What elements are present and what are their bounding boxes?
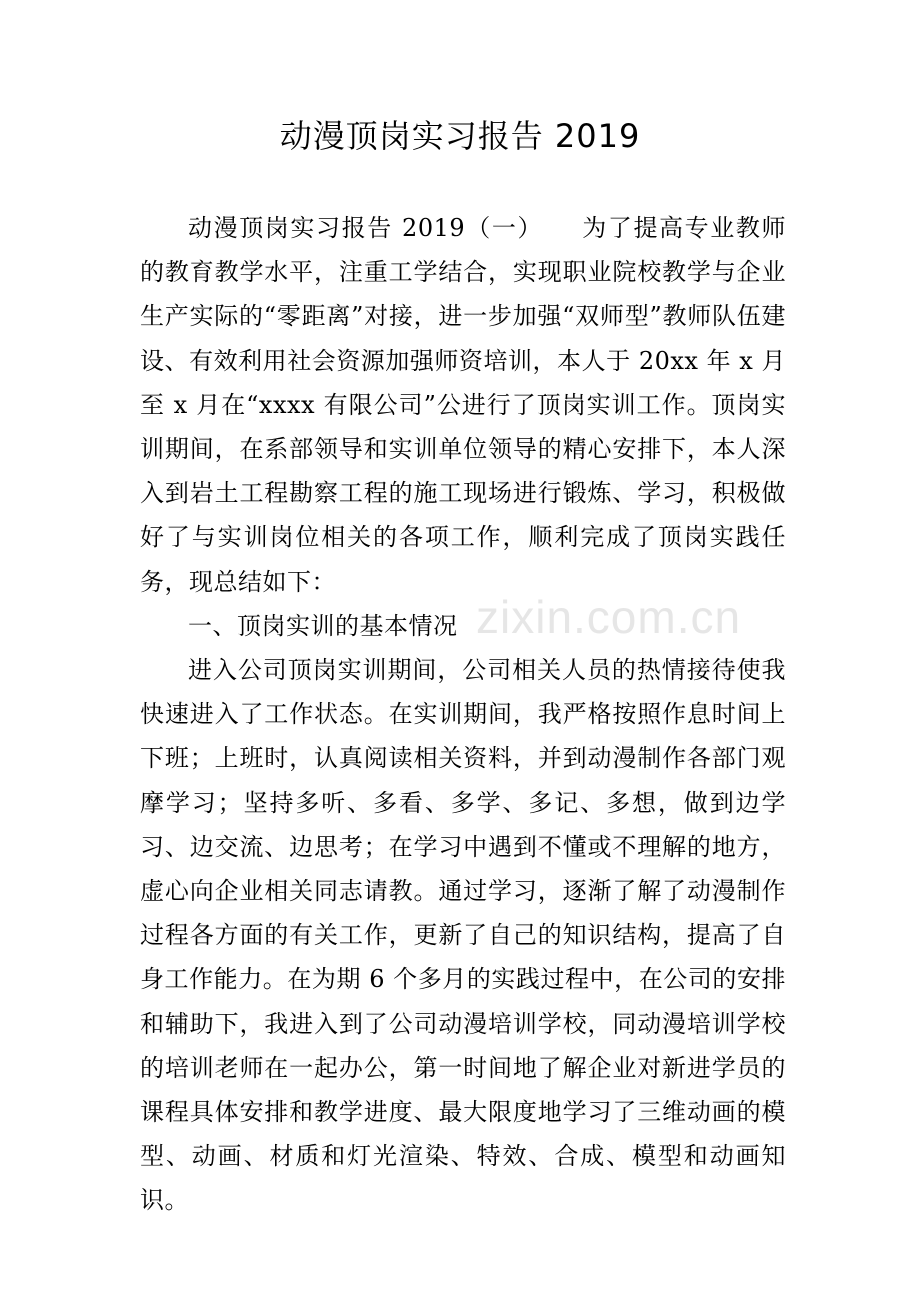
paragraph-basic-situation: 进入公司顶岗实训期间，公司相关人员的热情接待使我快速进入了工作状态。在实训期间，我严格按照作息时间上下班；上班时，认真阅读相关资料，并到动漫制作各部门观摩学习；坚持多听、多看、多学、多记、多想，做到边学习、边交流、边思考；在学习中遇到不懂或不理解的地方，虚心向企业相关同志请教。通过学习，逐渐了解了动漫制作过程各方面的有关工作，更新了自己的知识结构，提高了自身工作能力。在为期 6 个多月的实践过程中，在公司的安排和辅助下，我进入到了公司动漫培训学校，同动漫培训学校的培训老师在一起办公，第一时间地了解企业对新进学员的课程具体安排和教学进度、最大限度地学习了三维动画的模型、动画、材质和灯光渲染、特效、合成、模型和动画知识。 (140, 656, 786, 1215)
document-body (140, 206, 786, 1223)
paragraph-intro: 动漫顶岗实习报告 2019（一） 为了提高专业教师的教育教学水平，注重工学结合，实现职业院校教学与企业生产实际的“零距离”对接，进一步加强“双师型”教师队伍建设、有效利用社会资源加强师资培训，本人于 20xx 年 x 月至 x 月在“xxxx 有限公司”公进行了顶岗实训工作。顶岗实训期间，在系部领导和实训单位领导的精心安排下，本人深入到岩土工程勘察工程的施工现场进行锻炼、学习，积极做好了与实训岗位相关的各项工作，顺利完成了顶岗实践任务，现总结如下： (140, 214, 786, 596)
watermark-logo: zixin.com.cn (476, 591, 742, 643)
document-title: 动漫顶岗实习报告 2019 (279, 117, 641, 155)
section-heading: 一、顶岗实训的基本情况 (188, 611, 458, 640)
